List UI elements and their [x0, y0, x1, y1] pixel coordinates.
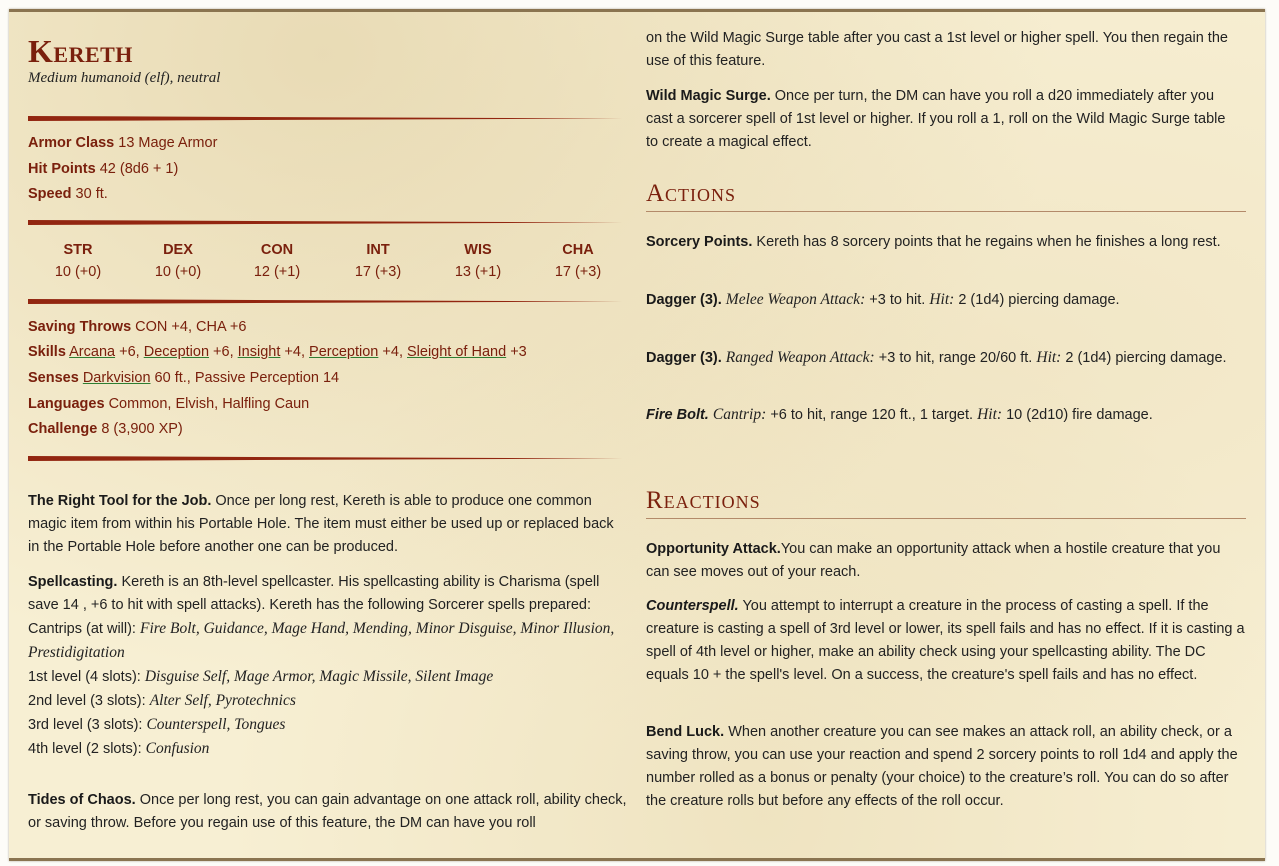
action-dagger-melee: [646, 288, 1236, 312]
reaction-title: Bend Luck.: [646, 724, 725, 740]
reaction-text: You can make an opportunity attack when a hostile creature that you can see moves out of your reach.: [646, 541, 1221, 580]
reaction-text: When another creature you can see makes an attack roll, an ability check, or a saving throw, you can use your reaction and spend 2 sorcery points to roll 1d4 and apply the number rolled as a bonus or penalty (your choice) to the creature’s roll. You can do so after the creature rolls but before any effects of the roll occur.: [646, 724, 1238, 809]
ability-value: 10 (+0): [154, 264, 202, 280]
trait-title: Spellcasting.: [28, 574, 118, 590]
spell-level-label: Cantrips (at will):: [28, 621, 136, 637]
trait-right-tool: [28, 490, 624, 559]
reaction-title: Opportunity Attack.: [646, 541, 781, 557]
action-title: Dagger (3).: [646, 350, 722, 366]
ability-int: [343, 242, 413, 280]
saving-throws-value: CON +4, CHA +6: [135, 319, 247, 335]
senses-value: 60 ft., Passive Perception 14: [154, 370, 340, 386]
skill-link-insight[interactable]: Insight: [237, 344, 281, 360]
ability-value: 13 (+1): [454, 264, 502, 280]
skill-link-arcana[interactable]: Arcana: [69, 344, 116, 360]
monster-name: Kereth: [28, 33, 133, 69]
divider-rule: [28, 299, 622, 304]
ability-value: 12 (+1): [253, 264, 301, 280]
ability-value: 17 (+3): [554, 264, 602, 280]
ability-dex: [143, 242, 213, 280]
hit-points-value: 42 (8d6 + 1): [99, 161, 179, 177]
spell-level-label: 2nd level (3 slots):: [28, 693, 146, 709]
ability-label: CHA: [562, 242, 594, 258]
attack-bonus: +3 to hit, range 20/60 ft.: [878, 350, 1033, 366]
saving-throws-line: [28, 319, 246, 335]
trait-tides-continued: [646, 27, 1236, 73]
trait-text: on the Wild Magic Surge table after you cast a 1st level or higher spell. You then regain the use of this feature.: [646, 30, 1228, 69]
ability-label: WIS: [464, 242, 492, 258]
languages-line: [28, 396, 309, 412]
hit-label: Hit:: [977, 406, 1003, 423]
spell-level-label: 3rd level (3 slots):: [28, 717, 143, 733]
skill-link-sleight-of-hand[interactable]: Sleight of Hand: [407, 344, 507, 360]
damage-text: 2 (1d4) piercing damage.: [958, 292, 1120, 308]
senses-line: [28, 370, 339, 386]
skill-bonus: +6: [119, 344, 136, 360]
trait-tides-of-chaos: [28, 789, 628, 835]
ability-cha: [543, 242, 613, 280]
attack-type: Ranged Weapon Attack:: [725, 349, 875, 366]
speed-label: Speed: [28, 186, 72, 202]
languages-value: Common, Elvish, Halfling Caun: [108, 396, 310, 412]
ability-str: [43, 242, 113, 280]
armor-class-value: 13 Mage Armor: [118, 135, 218, 151]
spell-list: Alter Self, Pyrotechnics: [149, 692, 296, 709]
attack-bonus: +3 to hit.: [869, 292, 926, 308]
skill-bonus: +4: [382, 344, 399, 360]
sense-link-darkvision[interactable]: Darkvision: [82, 370, 151, 386]
challenge-label: Challenge: [28, 421, 98, 437]
ability-label: CON: [260, 242, 294, 258]
action-title: Fire Bolt.: [646, 407, 709, 423]
spell-list: Fire Bolt, Guidance, Mage Hand, Mending, Minor Disguise, Minor Illusion, Prestidigitation: [28, 620, 615, 661]
challenge-line: [28, 421, 183, 437]
attack-type: Melee Weapon Attack:: [725, 291, 866, 308]
divider-rule: [28, 220, 622, 225]
attack-bonus: +6 to hit, range 120 ft., 1 target.: [770, 407, 974, 423]
trait-spellcasting: [28, 571, 624, 761]
saving-throws-label: Saving Throws: [28, 319, 132, 335]
trait-title: The Right Tool for the Job.: [28, 493, 212, 509]
trait-title: Tides of Chaos.: [28, 792, 136, 808]
monster-type: Medium humanoid (elf), neutral: [28, 70, 221, 86]
divider-rule: [28, 456, 622, 461]
ability-wis: [443, 242, 513, 280]
spell-level-label: 1st level (4 slots):: [28, 669, 141, 685]
senses-label: Senses: [28, 370, 79, 386]
skill-bonus: +4: [284, 344, 301, 360]
ability-label: DEX: [163, 242, 193, 258]
damage-text: 2 (1d4) piercing damage.: [1065, 350, 1227, 366]
ability-con: [242, 242, 312, 280]
reaction-bend-luck: [646, 721, 1248, 813]
spell-list: Disguise Self, Mage Armor, Magic Missile, Silent Image: [144, 668, 494, 685]
reaction-opportunity-attack: [646, 538, 1246, 584]
action-sorcery-points: [646, 231, 1236, 254]
reaction-text: You attempt to interrupt a creature in the process of casting a spell. If the creature is casting a spell of 3rd level or lower, its spell fails and has no effect. If it is casting a spell of 4th level or higher, make an ability check using your spellcasting ability. The DC equals 10 + the spell's level. On a success, the creature's spell fails and has no effect.: [646, 598, 1245, 683]
ability-value: 17 (+3): [354, 264, 402, 280]
trait-text: Once per turn, the DM can have you roll a d20 immediately after you cast a sorcerer spell of 1st level or higher. If you roll a 1, roll on the Wild Magic Surge table to create a magical effect.: [646, 88, 1226, 150]
spell-list: Counterspell, Tongues: [146, 716, 286, 733]
divider-rule: [28, 116, 622, 121]
skills-label: Skills: [28, 344, 66, 360]
skill-link-deception[interactable]: Deception: [143, 344, 210, 360]
hit-points-line: [28, 161, 178, 177]
languages-label: Languages: [28, 396, 105, 412]
stat-block-sheet: [9, 9, 1265, 861]
action-text: Kereth has 8 sorcery points that he regains when he finishes a long rest.: [756, 234, 1221, 250]
trait-text: Kereth is an 8th-level spellcaster. His spellcasting ability is Charisma (spell save 14 , +6 to hit with spell attacks). Kereth has the following Sorcerer spells prepared:: [28, 574, 600, 613]
trait-title: Wild Magic Surge.: [646, 88, 771, 104]
action-dagger-ranged: [646, 346, 1236, 370]
trait-wild-magic-surge: [646, 85, 1236, 154]
action-fire-bolt: [646, 403, 1246, 427]
speed-line: [28, 186, 108, 202]
reaction-counterspell: [646, 595, 1248, 687]
actions-heading: Actions: [646, 180, 1246, 212]
challenge-value: 8 (3,900 XP): [101, 421, 183, 437]
action-title: Dagger (3).: [646, 292, 722, 308]
armor-class-label: Armor Class: [28, 135, 115, 151]
armor-class-line: [28, 135, 217, 151]
skill-bonus: +6: [213, 344, 230, 360]
skill-link-perception[interactable]: Perception: [309, 344, 379, 360]
trait-text: Once per long rest, you can gain advantage on one attack roll, ability check, or saving throw. Before you regain use of this feature, the DM can have you roll: [28, 792, 627, 831]
skills-line: Skills Arcana +6, Deception +6, Insight +4, Perception +4, Sleight of Hand +3: [28, 344, 527, 360]
damage-text: 10 (2d10) fire damage.: [1006, 407, 1153, 423]
action-title: Sorcery Points.: [646, 234, 753, 250]
hit-label: Hit:: [929, 291, 955, 308]
spell-level-label: 4th level (2 slots):: [28, 741, 142, 757]
ability-scores: [28, 242, 624, 292]
reaction-title: Counterspell.: [646, 598, 739, 614]
ability-value: 10 (+0): [54, 264, 102, 280]
ability-label: STR: [63, 242, 93, 258]
spell-list: Confusion: [145, 740, 210, 757]
reactions-heading: Reactions: [646, 487, 1246, 519]
hit-points-label: Hit Points: [28, 161, 96, 177]
trait-text: Once per long rest, Kereth is able to produce one common magic item from within his Portable Hole. The item must either be used up or replaced back in the Portable Hole before another one can be produced.: [28, 493, 614, 555]
ability-label: INT: [366, 242, 390, 258]
attack-type: Cantrip:: [712, 406, 767, 423]
skill-bonus: +3: [510, 344, 527, 360]
hit-label: Hit:: [1036, 349, 1062, 366]
speed-value: 30 ft.: [75, 186, 108, 202]
